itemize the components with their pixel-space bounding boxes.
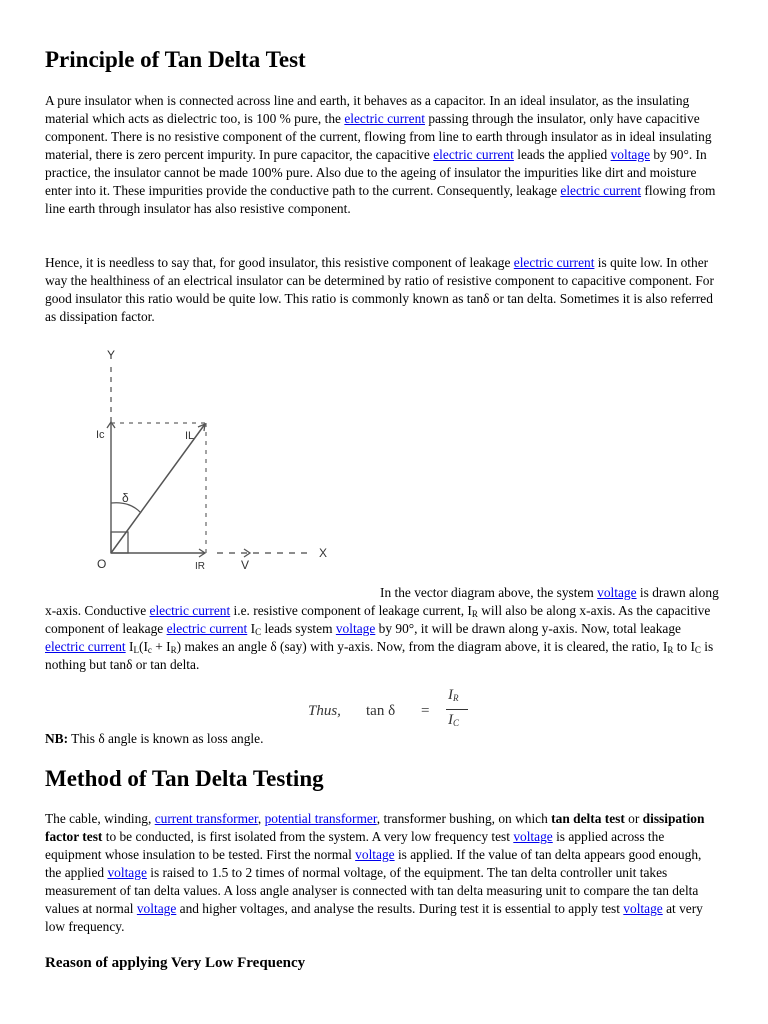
text-run: , <box>257 811 265 826</box>
text-run: is raised to 1.5 to 2 times of normal voltage, of the equipment. The tan delta controller unit takes measurement of tan delta values. A loss angle analyser is connected with tan delta measuring unit to compare the tan delta values at normal <box>45 865 699 916</box>
il-label: IL <box>185 430 195 442</box>
link-electric-current[interactable]: electric current <box>560 183 642 198</box>
text-run: is drawn along x-axis. Conductive <box>45 585 719 618</box>
text-run: by 90°. In practice, the insulator cannot be made 100% pure. Also due to the ageing of insulator the impurities like dirt and moisture enter into it. These impurities provide the conductive path to the current. Consequently, leakage <box>45 147 707 198</box>
subscript: C <box>694 645 701 655</box>
text-run: leads system <box>261 621 336 636</box>
formula-lhs: tan δ <box>366 703 396 719</box>
text-run: ) makes an angle δ (say) with y-axis. Now, from the diagram above, it is cleared, the ratio, I <box>176 639 668 654</box>
link-voltage[interactable]: voltage <box>136 901 177 916</box>
y-axis-label: Y <box>107 348 116 362</box>
subscript: R <box>471 609 478 619</box>
link-electric-current[interactable]: electric current <box>433 147 514 162</box>
origin-label: O <box>97 557 107 571</box>
formula-fraction-bar <box>446 709 468 710</box>
v-label: V <box>241 558 250 572</box>
text-run: is quite low. In other way the healthiness of an electrical insulator can be determined by ratio of resistive component to capacitive component. For good insulator this ratio would be quite low. This ratio is commonly known as tanδ or tan delta. Sometimes it is also referred as dissipation factor. <box>45 255 714 324</box>
text-run: i.e. resistive component of leakage current, I <box>230 603 472 618</box>
link-voltage[interactable]: voltage <box>335 621 376 636</box>
link-voltage[interactable]: voltage <box>355 847 395 862</box>
text-run: flowing from line earth through insulator has also resistive component. <box>45 183 716 216</box>
bold-term: tan delta test <box>551 811 625 826</box>
link-voltage[interactable]: voltage <box>597 585 637 600</box>
tan-delta-formula <box>308 685 508 735</box>
subscript: R <box>170 645 177 655</box>
nb-label: NB: <box>45 731 69 746</box>
section-title-principle: Principle of Tan Delta Test <box>45 47 306 72</box>
formula-numerator: $I_R$ <box>448 687 459 703</box>
nb-text: This δ angle is known as loss angle. <box>68 731 264 746</box>
text-run: to I <box>673 639 695 654</box>
link-voltage[interactable]: voltage <box>623 901 663 916</box>
link-electric-current[interactable]: electric current <box>45 639 126 654</box>
link-voltage[interactable]: voltage <box>107 865 147 880</box>
paragraph-intro <box>45 92 721 218</box>
delta-label: δ <box>122 491 129 505</box>
text-run: is nothing but tanδ or tan delta. <box>45 639 714 672</box>
text-run: to be conducted, is first isolated from the system. A very low frequency test <box>102 829 514 844</box>
text-run: I <box>247 621 256 636</box>
vector-diagram <box>45 331 375 591</box>
paragraph-vector <box>45 584 721 674</box>
text-run: In the vector diagram above, the system <box>380 585 598 600</box>
subheading-vlf: Reason of applying Very Low Frequency <box>45 955 306 971</box>
text-run: by 90°, it will be drawn along y-axis. Now, total leakage <box>375 621 681 636</box>
link-voltage[interactable]: voltage <box>610 147 651 162</box>
link-electric-current[interactable]: electric current <box>344 111 425 126</box>
text-run: + I <box>151 639 171 654</box>
link-current-transformer[interactable]: current transformer <box>154 811 258 826</box>
formula-equals: = <box>421 703 430 719</box>
text-run: A pure insulator when is connected across line and earth, it behaves as a capacitor. In an ideal insulator, as the insulating material which acts as dielectric too, is 100 % pure, the <box>45 93 690 126</box>
text-run: is applied across the equipment whose insulation to be tested. First the normal <box>45 829 665 862</box>
link-potential-transformer[interactable]: potential transformer <box>264 811 377 826</box>
x-axis-label: X <box>319 546 328 560</box>
ic-label: Ic <box>96 429 105 441</box>
text-run: Hence, it is needless to say that, for good insulator, this resistive component of leakage <box>45 255 514 270</box>
text-run: or <box>624 811 643 826</box>
link-electric-current[interactable]: electric current <box>149 603 231 618</box>
text-run: is applied. If the value of tan delta appears good enough, the applied <box>45 847 702 880</box>
link-electric-current[interactable]: electric current <box>513 255 595 270</box>
link-electric-current[interactable]: electric current <box>166 621 248 636</box>
text-run: at very low frequency. <box>45 901 703 934</box>
formula-thus: Thus, <box>308 703 341 719</box>
bold-term: dissipation factor test <box>45 811 705 844</box>
text-run: , transformer bushing, on which <box>376 811 552 826</box>
text-run: (I <box>138 639 148 654</box>
subscript: c <box>147 645 152 655</box>
ir-label: IR <box>195 561 205 572</box>
section-title-method: Method of Tan Delta Testing <box>45 766 324 791</box>
nb-note <box>45 730 721 748</box>
subscript: L <box>133 645 139 655</box>
text-run: I <box>125 639 134 654</box>
link-voltage[interactable]: voltage <box>513 829 553 844</box>
text-run: leads the applied <box>513 147 611 162</box>
formula-denominator: $I_C$ <box>448 712 460 728</box>
text-run: will also be along x-axis. As the capacitive component of leakage <box>45 603 711 636</box>
subscript: C <box>255 627 262 637</box>
text-run: and higher voltages, and analyse the results. During test it is essential to apply test <box>176 901 624 916</box>
paragraph-method <box>45 810 721 936</box>
text-run: passing through the insulator, only have capacitive component. There is no resistive component of the current, flowing from line to earth through insulator as in ideal insulating material, there is zero percent impurity. In pure capacitor, the capacitive <box>45 111 712 162</box>
paragraph-ratio <box>45 254 721 326</box>
subscript: R <box>667 645 674 655</box>
text-run: The cable, winding, <box>45 811 155 826</box>
